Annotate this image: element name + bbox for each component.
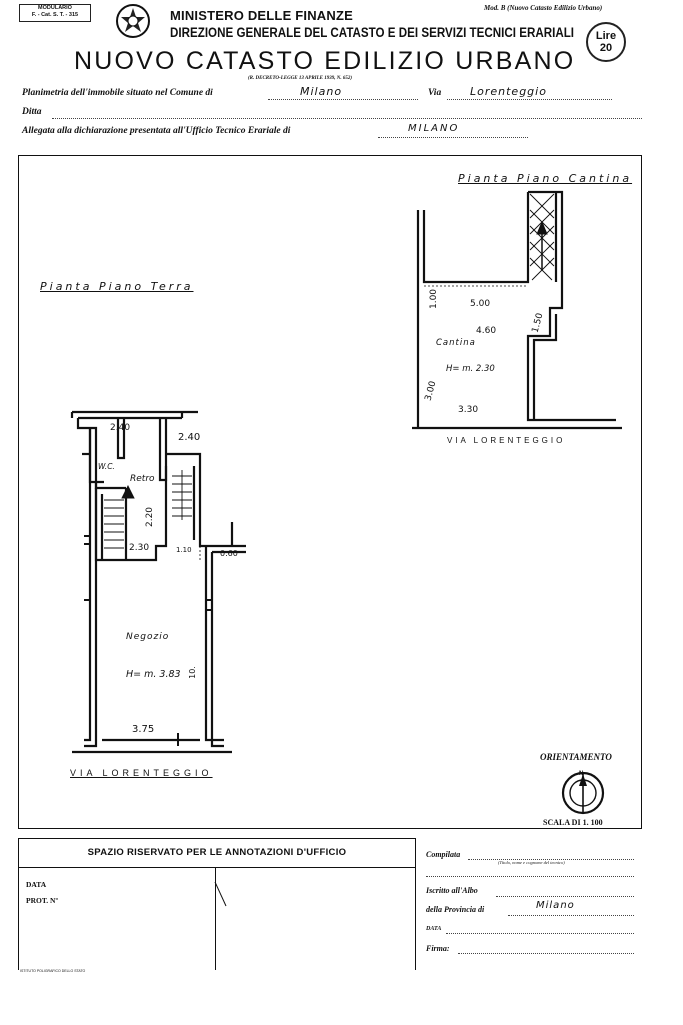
orientation-label: ORIENTAMENTO <box>540 752 612 762</box>
annotation-prot-label: PROT. Nº <box>26 896 58 905</box>
via-label: Via <box>428 88 442 98</box>
terra-dim-230: 2.30 <box>129 543 150 553</box>
direction-title: DIREZIONE GENERALE DEL CATASTO E DEI SERVIZI TECNICI ERARIALI <box>170 25 575 40</box>
terra-dim-wc: 2.40 <box>110 423 131 433</box>
scale-label: SCALA DI 1. 100 <box>543 818 603 827</box>
iscritto-label: Iscritto all'Albo <box>426 886 478 895</box>
terra-street: VIA LORENTEGGIO <box>70 768 213 778</box>
modulario-label: MODULARIO <box>38 5 72 11</box>
annotations-header: SPAZIO RISERVATO PER LE ANNOTAZIONI D'UFFICIO <box>18 838 416 868</box>
terra-dim-retro: 2.40 <box>178 432 201 443</box>
ministry-title: MINISTERO DELLE FINANZE <box>170 8 353 23</box>
firma-line <box>458 953 634 954</box>
compilata-label: Compilata <box>426 850 461 859</box>
terra-dim-retro-height: 2.20 <box>145 506 156 528</box>
negozio-label: Negozio <box>126 632 170 642</box>
via-value: Lorenteggio <box>470 85 547 98</box>
firma-label: Firma: <box>426 944 450 953</box>
compilata-note: (Titolo, nome e cognome del tecnico) <box>498 860 565 865</box>
document-title: NUOVO CATASTO EDILIZIO URBANO <box>74 47 576 75</box>
cantina-height: H= m. 2.30 <box>446 364 495 374</box>
data2-label: DATA <box>426 926 442 932</box>
cantina-street: VIA LORENTEGGIO <box>447 436 566 445</box>
annotation-mark <box>214 880 228 910</box>
provincia-label: della Provincia di <box>426 905 485 914</box>
retro-label: Retro <box>130 474 155 484</box>
cantina-title: Pianta Piano Cantina <box>458 172 633 185</box>
cantina-dim-height-left: 3.00 <box>423 380 439 402</box>
cantina-dim-bottom: 3.30 <box>458 405 479 415</box>
cantina-dim-right: 1.50 <box>530 312 546 334</box>
negozio-height: H= m. 3.83 <box>126 669 181 680</box>
lire-value: 20 <box>599 42 613 54</box>
compilata-line-2 <box>426 876 634 877</box>
printer-note: ISTITUTO POLIGRAFICO DELLO STATO <box>20 969 86 973</box>
modulario-code: F. - Cat. S. T. - 315 <box>31 12 79 18</box>
cantina-dim-mid: 4.60 <box>476 326 497 336</box>
terra-dim-060: 0.60 <box>220 549 238 558</box>
comune-value: Milano <box>300 85 343 98</box>
terra-dim-110: 1.10 <box>176 546 192 554</box>
terra-title: Pianta Piano Terra <box>40 280 194 293</box>
cantina-dim-top: 5.00 <box>470 299 491 309</box>
iscritto-line <box>496 896 634 897</box>
model-label: Mod. B (Nuovo Catasto Edilizio Urbano) <box>484 4 603 12</box>
provincia-line <box>508 915 634 916</box>
ufficio-value: MILANO <box>408 123 460 134</box>
annotation-data-label: DATA <box>26 880 47 889</box>
negozio-dim-10: 10. <box>187 666 197 679</box>
allegata-label: Allegata alla dichiarazione presentata all'Ufficio Tecnico Erariale di <box>22 126 291 136</box>
wc-label: W.C. <box>98 462 115 471</box>
terra-dim-bottom: 3.75 <box>132 724 155 735</box>
cantina-room-label: Cantina <box>436 338 476 348</box>
lire-label: Lire <box>595 30 617 42</box>
data2-line <box>446 933 634 934</box>
planimetria-label: Planimetria dell'immobile situato nel Comune di <box>22 88 213 98</box>
north-label: N <box>579 771 584 777</box>
ditta-label: Ditta <box>22 107 42 117</box>
cantina-dim-left: 1.00 <box>429 288 440 310</box>
decree-note: (R. DECRETO-LEGGE 13 APRILE 1939, N. 652) <box>248 76 353 81</box>
provincia-value: Milano <box>536 900 575 911</box>
